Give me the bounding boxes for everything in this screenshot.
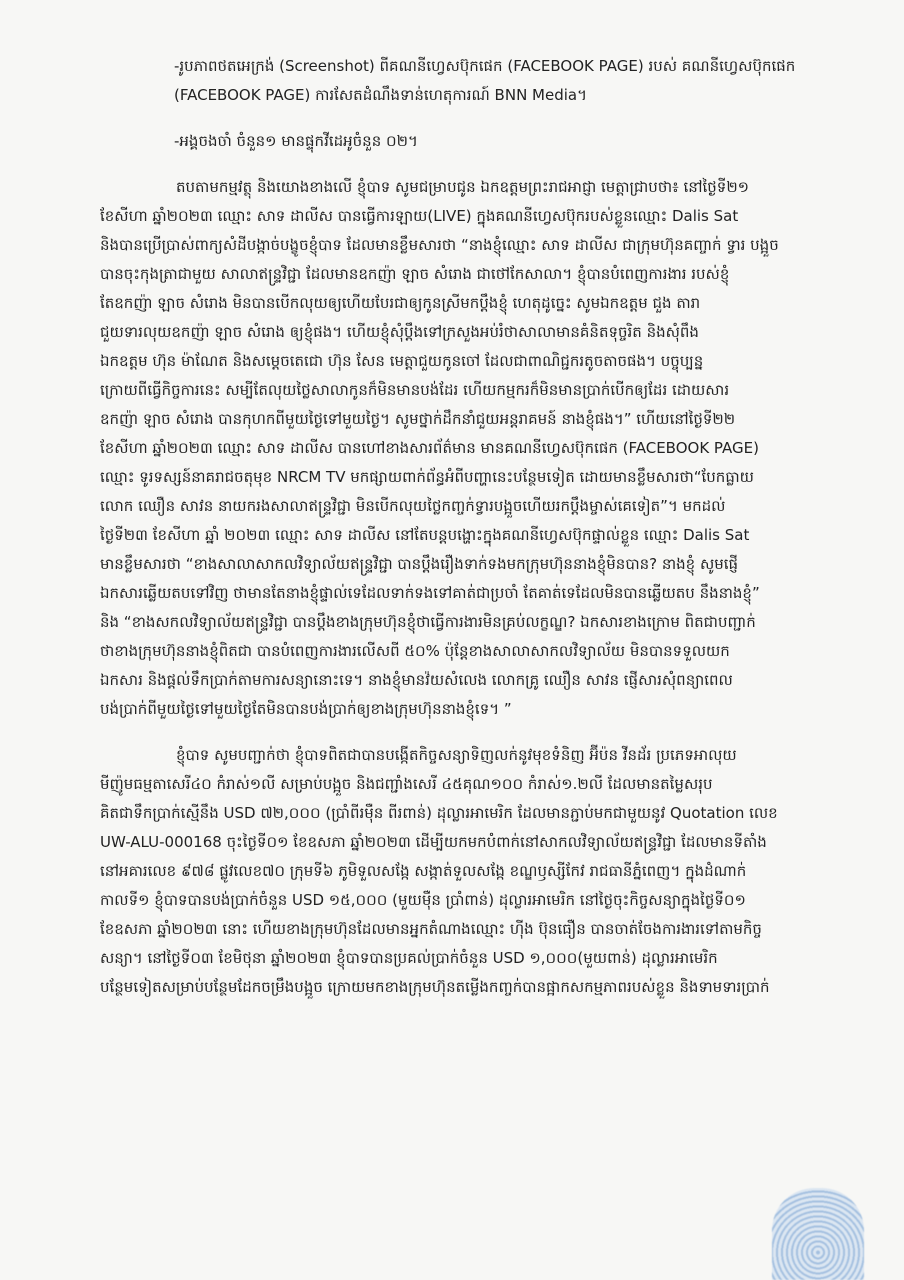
paragraph-1-line: តបតាមកម្មវត្ថុ និងយោងខាងលើ ខ្ញុំបាទ សូមជម្រាបជូន ឯកឧត្តមព្រះរាជអាជ្ញា មេត្តាជ្រាបថា៖ នៅថ្ងៃទី២១ — [176, 178, 750, 196]
document-body — [100, 52, 868, 1002]
paragraph-1-line: ថ្ងៃទី២៣ ខែសីហា ឆ្នាំ ២០២៣ ឈ្មោះ សាទ ដាលីស នៅតែបន្តបង្ហោះក្នុងគណនីហ្វេសប៊ុកផ្ទាល់ខ្លួន ឈ្មោះ Dalis Sat — [100, 526, 750, 544]
attachment-line-1: -រូបភាពថតអេក្រង់ (Screenshot) ពីគណនីហ្វេសប៊ុកផេក (FACEBOOK PAGE) របស់ គណនីហ្វេសប៊ុកផេក — [174, 57, 796, 75]
paragraph-1-line: បង់ប្រាក់ពីមួយថ្ងៃទៅមួយថ្ងៃតែមិនបានបង់ប្រាក់ឲ្យខាងក្រុមហ៊ុននាងខ្ញុំទេ។ ” — [100, 700, 512, 718]
paragraph-1-line: លោក ឈឿន សាវន នាយករងសាលាឥន្ទ្រវិជ្ជា មិនបើកលុយថ្លៃកញ្ចក់ទ្វារបង្អួចហើយរកប្តឹងម្ចាស់គេទៀត”។ មកដល់ — [100, 497, 726, 515]
paragraph-2-line: គិតជាទឹកប្រាក់ស្មើនឹង USD ៧២,០០០ (ប្រាំពីរម៉ឺន ពីរពាន់) ដុល្លារអាមេរិក ដែលមានភ្ជាប់មកជាមួយនូវ Quotation លេខ — [100, 804, 778, 822]
paragraph-1-line: ឯកសារឆ្លើយតបទៅវិញ ថាមានតែនាងខ្ញុំផ្ទាល់ទេដែលទាក់ទងទៅគាត់ជាប្រចាំ តែគាត់ទេដែលមិនបានឆ្លើយតប នឹងនាងខ្ញុំ” — [100, 584, 760, 602]
paragraph-2-line: កាលទី១ ខ្ញុំបាទបានបង់ប្រាក់ចំនួន USD ១៥,០០០ (មួយម៉ឺន ប្រាំពាន់) ដុល្លារអាមេរិក នៅថ្ងៃចុះកិច្ចសន្យាក្នុងថ្ងៃទី០១ — [100, 891, 746, 909]
paragraph-2 — [100, 741, 868, 1002]
paragraph-1-line: និង “ខាងសកលវិទ្យាល័យឥន្ទ្រវិជ្ជា បានប្តឹងខាងក្រុមហ៊ុនខ្ញុំថាធ្វើការងារមិនគ្រប់លក្ខណ្ឌ? ឯកសារខាងក្រោម ពិតជាបញ្ជាក់ — [100, 613, 756, 631]
attachment-line-3: -អង្គចងចាំ ចំនួន១ មានផ្ទុកវីដេអូចំនួន ០២។ — [174, 132, 418, 150]
paragraph-2-line: បន្ថែមទៀតសម្រាប់បន្ថែមដែកចម្រឹងបង្អួច ក្រោយមកខាងក្រុមហ៊ុនតម្លើងកញ្ចក់បានផ្អាកសកម្មភាពរបស់ខ្លួន និងទាមទារប្រាក់ — [100, 978, 770, 996]
paragraph-1-line: ក្រោយពីធ្វើកិច្ចការនេះ សម្បីតែលុយថ្លៃសាលាកូនក៏មិនមានបង់ដែរ ហើយកម្មករក៏មិនមានប្រាក់បើកឲ្យដែរ ដោយសារ — [100, 381, 730, 399]
paragraph-2-line: នៅអគារលេខ ៩៧៨ ផ្លូវលេខ៧០ ក្រុមទី៦ ភូមិទួលសង្កែ សង្កាត់ទួលសង្កែ ខណ្ឌឫស្សីកែវ រាជធានីភ្នំពេញ។ ក្នុងដំណាក់ — [100, 862, 747, 880]
paragraph-2-line: ខែឧសភា ឆ្នាំ២០២៣ នោះ ហើយខាងក្រុមហ៊ុនដែលមានអ្នកតំណាងឈ្មោះ ហ៊ីង ប៊ុនធឿន បានចាត់ចែងការងារទៅតាមកិច្ច — [100, 920, 762, 938]
spacer — [100, 110, 868, 127]
paragraph-1 — [100, 173, 868, 724]
paragraph-2-line: មីញ៉ូមធម្មតាសេរី៤០ កំរាស់១លី សម្រាប់បង្អួច និងជញ្ជាំងសេរី ៤៥គុណ១០០ កំរាស់១.២លី ដែលមានតម្លៃសរុប — [100, 775, 713, 793]
paragraph-1-line: ខែសីហា ឆ្នាំ២០២៣ ឈ្មោះ សាទ ដាលីស បានធ្វើការឡាយ(LIVE) ក្នុងគណនីហ្វេសប៊ុករបស់ខ្លួនឈ្មោះ Dalis Sat — [100, 207, 739, 225]
spacer — [100, 724, 868, 741]
paragraph-2-line: UW-ALU-000168 ចុះថ្ងៃទី០១ ខែឧសភា ឆ្នាំ២០២៣ ដើម្បីយកមកបំពាក់នៅសាកលវិទ្យាល័យឥន្ទ្រវិជ្ជា ដែលមានទីតាំង — [100, 833, 767, 851]
paragraph-1-line: ខែសីហា ឆ្នាំ២០២៣ ឈ្មោះ សាទ ដាលីស បានហៅខាងសារព័ត៌មាន មានគណនីហ្វេសប៊ុកផេក (FACEBOOK PAGE) — [100, 439, 759, 457]
paragraph-2-line: សន្យា។ នៅថ្ងៃទី០៣ ខែមិថុនា ឆ្នាំ២០២៣ ខ្ញុំបាទបានប្រគល់ប្រាក់ចំនួន USD ១,០០០(មួយពាន់) ដុល្លារអាមេរិក — [100, 949, 718, 967]
paragraph-1-line: បានចុះកុងត្រាជាមួយ សាលាឥន្ទ្រវិជ្ជា ដែលមានឧកញ៉ា ឡាច សំរោង ជាថៅកែសាលា។ ខ្ញុំបានបំពេញការងារ របស់ខ្ញុំ — [100, 265, 730, 283]
spacer — [100, 156, 868, 173]
paragraph-1-line: តែឧកញ៉ា ឡាច សំរោង មិនបានបើកលុយឲ្យហើយបែរជាឲ្យកូនស្រីមកប្តឹងខ្ញុំ ហេតុដូច្នេះ សូមឯកឧត្តម ជួង តារា — [100, 294, 701, 312]
paragraph-1-line: ឯកឧត្តម ហ៊ុន ម៉ាណែត និងសម្តេចតេជោ ហ៊ុន សែន មេត្តាជួយកូនចៅ ដែលជាពាណិជ្ជករតូចតាចផង។ បច្ចុប្បន្ន — [100, 352, 704, 370]
paragraph-1-line: ឧកញ៉ា ឡាច សំរោង បានកុហកពីមួយថ្ងៃទៅមួយថ្ងៃ។ សូមថ្នាក់ដឹកនាំជួយអន្តរាគមន៍ នាងខ្ញុំផង។” ហើយនៅថ្ងៃទី២២ — [100, 410, 736, 428]
paragraph-1-line: មានខ្លឹមសារថា “ខាងសាលាសាកលវិទ្យាល័យឥន្ទ្រវិជ្ជា បានប្តឹងរឿងទាក់ទងមកក្រុមហ៊ុននាងខ្ញុំមិនបាន? នាងខ្ញុំ សូមផ្ញើ — [100, 555, 739, 573]
paragraph-1-line: ថាខាងក្រុមហ៊ុននាងខ្ញុំពិតជា បានបំពេញការងារលើសពី ៥០% ប៉ុន្តែខាងសាលាសាកលវិទ្យាល័យ មិនបានទទួលយក — [100, 642, 730, 660]
paragraph-1-line: ឯកសារ និងផ្តល់ទឹកប្រាក់តាមការសន្យានោះទេ។ នាងខ្ញុំមានវ៉យសំលេង លោកគ្រូ ឈឿន សាវន ផ្ញើសារសុំពន្យាពេល — [100, 671, 733, 689]
paragraph-1-line: ឈ្មោះ ទូរទស្សន៍នាគរាជចតុមុខ NRCM TV មកផ្សាយពាក់ព័ន្ធអំពីបញ្ហានេះបន្ថែមទៀត ដោយមានខ្លឹមសារថា“បែកធ្លាយ — [100, 468, 754, 486]
paragraph-2-line: ខ្ញុំបាទ សូមបញ្ជាក់ថា ខ្ញុំបាទពិតជាបានបង្កើតកិច្ចសន្យាទិញលក់នូវមុខទំនិញ អ៊ីប៉ន វីនដ័រ ប្រភេទអាលុយ — [176, 746, 737, 764]
attachment-line-2: (FACEBOOK PAGE) ការសែតដំណឹងទាន់ហេតុការណ៍ BNN Media។ — [174, 86, 587, 104]
paragraph-1-line: ជួយទារលុយឧកញ៉ា ឡាច សំរោង ឲ្យខ្ញុំផង។ ហើយខ្ញុំសុំប្តឹងទៅក្រសួងអប់រំថាសាលាមានគំនិតទុច្ចរិត និងសុំពឹង — [100, 323, 699, 341]
fingerprint-mark — [772, 1188, 864, 1280]
paragraph-1-line: និងបានប្រើប្រាស់ពាក្យសំដីបង្កាច់បង្ខូចខ្ញុំបាទ ដែលមានខ្លឹមសារថា “នាងខ្ញុំឈ្មោះ សាទ ដាលីស ជាក្រុមហ៊ុនគញ្ចាក់ ទ្វារ បង្អួច — [100, 236, 779, 254]
